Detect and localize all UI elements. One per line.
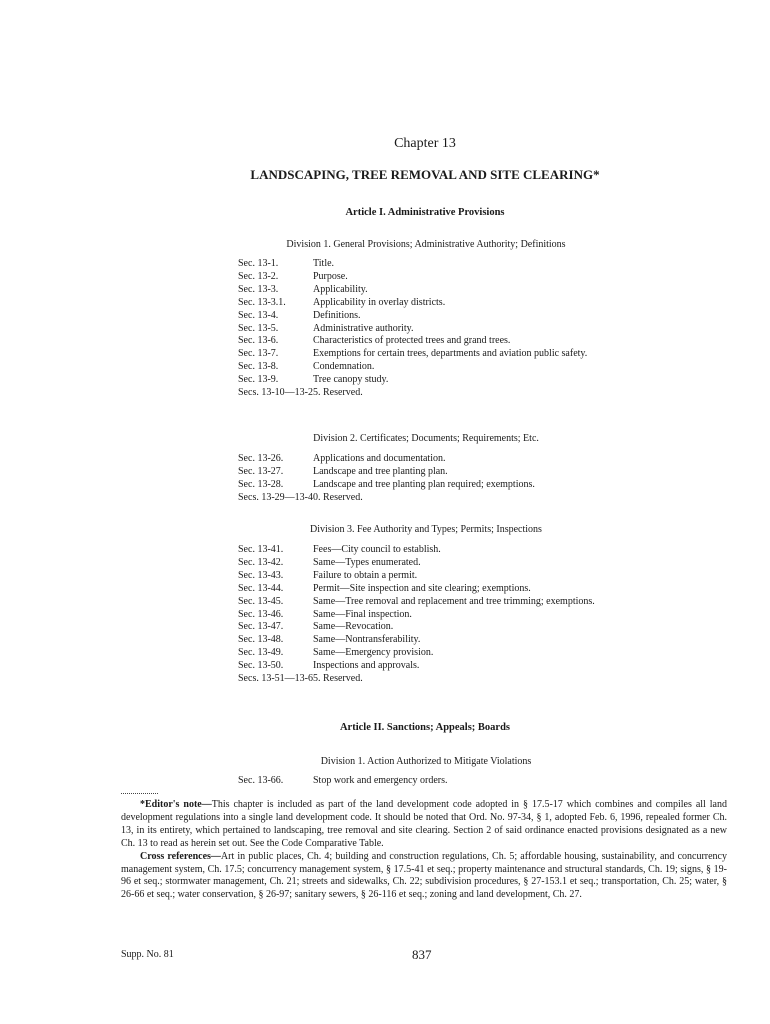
section-number: Sec. 13-48. bbox=[238, 634, 284, 646]
section-title: Stop work and emergency orders. bbox=[313, 775, 448, 786]
section-title: Permit—Site inspection and site clearing; exemptions. bbox=[313, 582, 531, 594]
cross-references-label: Cross references— bbox=[140, 850, 221, 862]
article-1-division-3-list bbox=[238, 544, 618, 686]
reserved-text: Secs. 13-51—13-65. Reserved. bbox=[238, 673, 363, 685]
section-title: Same—Types enumerated. bbox=[313, 556, 421, 568]
section-number: Sec. 13-47. bbox=[238, 621, 284, 633]
section-number: Sec. 13-49. bbox=[238, 647, 284, 659]
section-title: Same—Final inspection. bbox=[313, 608, 412, 620]
section-number: Sec. 13-3. bbox=[238, 283, 279, 295]
chapter-title: LANDSCAPING, TREE REMOVAL AND SITE CLEARING* bbox=[250, 167, 600, 182]
reserved-text: Secs. 13-10—13-25. Reserved. bbox=[238, 387, 363, 399]
section-title: Same—Revocation. bbox=[313, 621, 394, 633]
supplement-number: Supp. No. 81 bbox=[121, 949, 174, 960]
editors-note-label: *Editor's note— bbox=[140, 799, 212, 810]
section-title: Same—Emergency provision. bbox=[313, 647, 434, 659]
section-title: Fees—City council to establish. bbox=[313, 544, 441, 555]
toc-row bbox=[238, 634, 618, 647]
toc-row bbox=[238, 775, 618, 788]
section-title: Exemptions for certain trees, departments and aviation public safety. bbox=[313, 348, 588, 360]
section-title: Applications and documentation. bbox=[313, 453, 446, 464]
toc-row bbox=[238, 660, 618, 673]
section-title: Definitions. bbox=[313, 309, 361, 321]
footnotes bbox=[121, 799, 727, 902]
toc-row bbox=[238, 453, 618, 466]
reserved-range bbox=[238, 673, 618, 686]
article-1-title: Article I. Administrative Provisions bbox=[345, 207, 505, 218]
article-1-division-2-list bbox=[238, 453, 618, 505]
section-number: Sec. 13-6. bbox=[238, 335, 279, 347]
article-1-division-2-title: Division 2. Certificates; Documents; Requirements; Etc. bbox=[313, 433, 539, 444]
toc-row bbox=[238, 271, 618, 284]
section-number: Sec. 13-44. bbox=[238, 582, 284, 594]
section-number: Sec. 13-28. bbox=[238, 478, 284, 490]
toc-row bbox=[238, 466, 618, 479]
section-number: Sec. 13-2. bbox=[238, 270, 279, 282]
section-title: Landscape and tree planting plan. bbox=[313, 465, 448, 477]
section-number: Sec. 13-9. bbox=[238, 374, 279, 386]
section-number: Sec. 13-46. bbox=[238, 608, 284, 620]
editors-note bbox=[121, 799, 727, 851]
reserved-text: Secs. 13-29—13-40. Reserved. bbox=[238, 491, 363, 503]
cross-references-text: Art in public places, Ch. 4; building and construction regulations, Ch. 5; affordable housing, sustainability, and concurrency management system, Ch. 17.5; concurrency management system, § 17.5-41 et seq.; property maintenance and structural standards, Ch. 19; signs, § 19-96 et seq.; stormwater management, Ch. 21; streets and sidewalks, Ch. 22; subdivision procedures, § 27-153.1 et seq.; transportation, Ch. 25; water, § 26-66 et seq.; water conservation, § 26-97; sanitary sewers, § 26-116 et seq.; zoning and land development, Ch. 27. bbox=[121, 850, 727, 901]
article-1-division-3-title: Division 3. Fee Authority and Types; Permits; Inspections bbox=[310, 524, 542, 535]
article-1-division-1-title: Division 1. General Provisions; Administrative Authority; Definitions bbox=[286, 239, 566, 250]
section-number: Sec. 13-41. bbox=[238, 544, 284, 555]
toc-row bbox=[238, 570, 618, 583]
section-number: Sec. 13-45. bbox=[238, 595, 284, 607]
toc-row bbox=[238, 297, 618, 310]
article-2-division-1-list bbox=[238, 775, 618, 788]
section-number: Sec. 13-50. bbox=[238, 660, 284, 672]
section-number: Sec. 13-5. bbox=[238, 322, 279, 334]
section-title: Landscape and tree planting plan required; exemptions. bbox=[313, 478, 535, 490]
toc-row bbox=[238, 323, 618, 336]
section-number: Sec. 13-8. bbox=[238, 361, 279, 373]
section-number: Sec. 13-66. bbox=[238, 775, 284, 786]
section-title: Condemnation. bbox=[313, 361, 375, 373]
toc-row bbox=[238, 284, 618, 297]
section-title: Title. bbox=[313, 258, 335, 269]
toc-row bbox=[238, 335, 618, 348]
toc-row bbox=[238, 348, 618, 361]
article-2-title: Article II. Sanctions; Appeals; Boards bbox=[339, 722, 511, 733]
section-title: Same—Tree removal and replacement and tree trimming; exemptions. bbox=[313, 595, 595, 607]
reserved-range bbox=[238, 492, 618, 505]
toc-row bbox=[238, 374, 618, 387]
toc-row bbox=[238, 647, 618, 660]
section-title: Applicability in overlay districts. bbox=[313, 296, 446, 308]
editors-note-text: This chapter is included as part of the land development code adopted in § 17.5-17 which combines and compiles all land development regulations into a single land development code. It should be noted that Ord. No. 97-34, § 1, adopted Feb. 6, 1996, repealed former Ch. 13, in its entirety, which pertained to landscaping, tree removal and site clearing. Section 2 of said ordinance enacted provisions designated as a new Ch. 13 to read as herein set out. See the Code Comparative Table. bbox=[121, 799, 727, 849]
section-number: Sec. 13-26. bbox=[238, 453, 284, 464]
section-number: Sec. 13-7. bbox=[238, 348, 279, 360]
toc-row bbox=[238, 479, 618, 492]
article-2-division-1-title: Division 1. Action Authorized to Mitigate Violations bbox=[320, 756, 532, 767]
toc-row bbox=[238, 544, 618, 557]
toc-row bbox=[238, 583, 618, 596]
toc-row bbox=[238, 310, 618, 323]
section-number: Sec. 13-27. bbox=[238, 465, 284, 477]
section-title: Tree canopy study. bbox=[313, 374, 389, 386]
section-number: Sec. 13-1. bbox=[238, 258, 279, 269]
article-1-division-1-list bbox=[238, 258, 618, 400]
section-number: Sec. 13-42. bbox=[238, 556, 284, 568]
section-title: Failure to obtain a permit. bbox=[313, 569, 418, 581]
toc-row bbox=[238, 258, 618, 271]
toc-row bbox=[238, 596, 618, 609]
section-number: Sec. 13-43. bbox=[238, 569, 284, 581]
cross-references bbox=[121, 851, 727, 903]
toc-row bbox=[238, 621, 618, 634]
section-number: Sec. 13-3.1. bbox=[238, 296, 286, 308]
section-title: Characteristics of protected trees and grand trees. bbox=[313, 335, 511, 347]
toc-row bbox=[238, 609, 618, 622]
section-title: Same—Nontransferability. bbox=[313, 634, 421, 646]
section-number: Sec. 13-4. bbox=[238, 309, 279, 321]
page-number: 837 bbox=[412, 947, 432, 962]
toc-row bbox=[238, 557, 618, 570]
section-title: Inspections and approvals. bbox=[313, 660, 420, 672]
chapter-number: Chapter 13 bbox=[394, 136, 456, 151]
section-title: Applicability. bbox=[313, 283, 368, 295]
reserved-range bbox=[238, 387, 618, 400]
footnote-separator bbox=[121, 793, 158, 794]
section-title: Administrative authority. bbox=[313, 322, 414, 334]
toc-row bbox=[238, 361, 618, 374]
section-title: Purpose. bbox=[313, 270, 348, 282]
